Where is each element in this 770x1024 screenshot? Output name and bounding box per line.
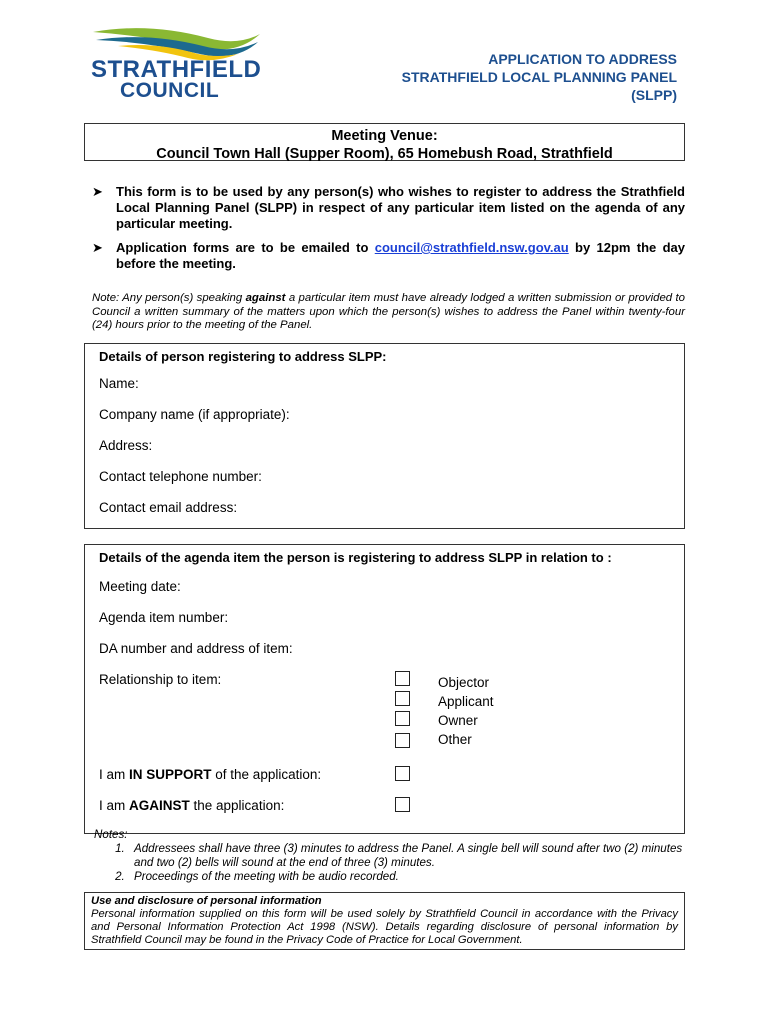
council-email-link[interactable]: council@strathfield.nsw.gov.au (374, 240, 569, 255)
arrow-bullet-icon: ➤ (92, 240, 103, 255)
venue-location: Council Town Hall (Supper Room), 65 Homebush Road, Strathfield (156, 146, 613, 162)
support-emphasis: IN SUPPORT (129, 767, 212, 782)
objector-checkbox[interactable] (395, 671, 410, 686)
form-title-line1: APPLICATION TO ADDRESS (488, 51, 677, 67)
email-field-label[interactable]: Contact email address: (99, 500, 238, 515)
instruction-item (92, 184, 685, 232)
notes-list (94, 842, 684, 884)
address-field-label[interactable]: Address: (99, 438, 153, 453)
speaking-against-note (92, 292, 685, 333)
instruction-text-end: by 12pm the day before the meeting. (116, 240, 685, 271)
instruction-text: This form is to be used by any person(s) who wishes to register to address the Strathfield Local Planning Panel (SLPP) in respect of any particular item listed on the agenda of any particular meeting. (116, 184, 685, 231)
council-logo (88, 24, 268, 104)
form-title-line3: (SLPP) (631, 87, 677, 103)
support-suffix: of the application: (211, 767, 322, 782)
option-applicant: Applicant (438, 694, 494, 709)
note-item: 1. Addressees shall have three (3) minutes to address the Panel. A single bell will sound after two (2) minutes and two (2) bells will sound at the end of three (3) minutes. (128, 842, 684, 870)
name-field-label[interactable]: Name: (99, 376, 139, 391)
form-title (402, 50, 677, 104)
privacy-section (84, 892, 685, 950)
owner-checkbox[interactable] (395, 711, 410, 726)
notes-section (94, 828, 684, 884)
privacy-body: Personal information supplied on this form will be used solely by Strathfield Council in accordance with the Privacy and Personal Information Protection Act 1998 (NSW). Details regarding disclosure of personal information by Strathfield Council may be found in the Privacy Code of Practice for Local Government. (91, 908, 678, 946)
support-label (99, 767, 321, 782)
venue-title: Meeting Venue: (331, 128, 438, 144)
agenda-details-title: Details of the agenda item the person is registering to address SLPP in relation to : (99, 550, 612, 565)
person-details-title: Details of person registering to address SLPP: (99, 349, 387, 364)
phone-field-label[interactable]: Contact telephone number: (99, 469, 262, 484)
against-emphasis: AGAINST (129, 798, 190, 813)
instruction-item (92, 240, 685, 272)
against-prefix: I am (99, 798, 130, 813)
person-details-section (84, 343, 685, 529)
instruction-text-start: Application forms are to be emailed to (116, 240, 375, 255)
against-checkbox[interactable] (395, 797, 410, 812)
against-suffix: the application: (189, 798, 285, 813)
meeting-date-field-label[interactable]: Meeting date: (99, 579, 181, 594)
other-checkbox[interactable] (395, 733, 410, 748)
instructions-list (92, 184, 685, 280)
logo-text-line1: STRATHFIELD (91, 56, 262, 83)
note-item: 2. Proceedings of the meeting with be audio recorded. (128, 870, 684, 884)
privacy-title: Use and disclosure of personal information (91, 895, 322, 907)
notes-label: Notes: (94, 828, 128, 841)
agenda-details-section (84, 544, 685, 834)
against-label (99, 798, 284, 813)
meeting-venue-box (84, 123, 685, 161)
logo-text-line2: COUNCIL (120, 79, 220, 102)
option-owner: Owner (438, 713, 478, 728)
relationship-label: Relationship to item: (99, 672, 222, 687)
applicant-checkbox[interactable] (395, 691, 410, 706)
note-text-start: Note: Any person(s) speaking (92, 292, 246, 304)
company-field-label[interactable]: Company name (if appropriate): (99, 407, 290, 422)
note-text-end: a particular item must have already lodged a written submission or provided to Council a written summary of the matters upon which the person(s) wishes to address the Panel within twenty-four (24) hours prior to the meeting of the Panel. (92, 292, 685, 331)
arrow-bullet-icon: ➤ (92, 184, 103, 199)
note-emphasis: against (245, 292, 286, 304)
option-other: Other (438, 732, 472, 747)
support-checkbox[interactable] (395, 766, 410, 781)
da-number-field-label[interactable]: DA number and address of item: (99, 641, 293, 656)
support-prefix: I am (99, 767, 130, 782)
option-objector: Objector (438, 675, 490, 690)
agenda-item-number-field-label[interactable]: Agenda item number: (99, 610, 229, 625)
form-title-line2: STRATHFIELD LOCAL PLANNING PANEL (401, 69, 677, 85)
